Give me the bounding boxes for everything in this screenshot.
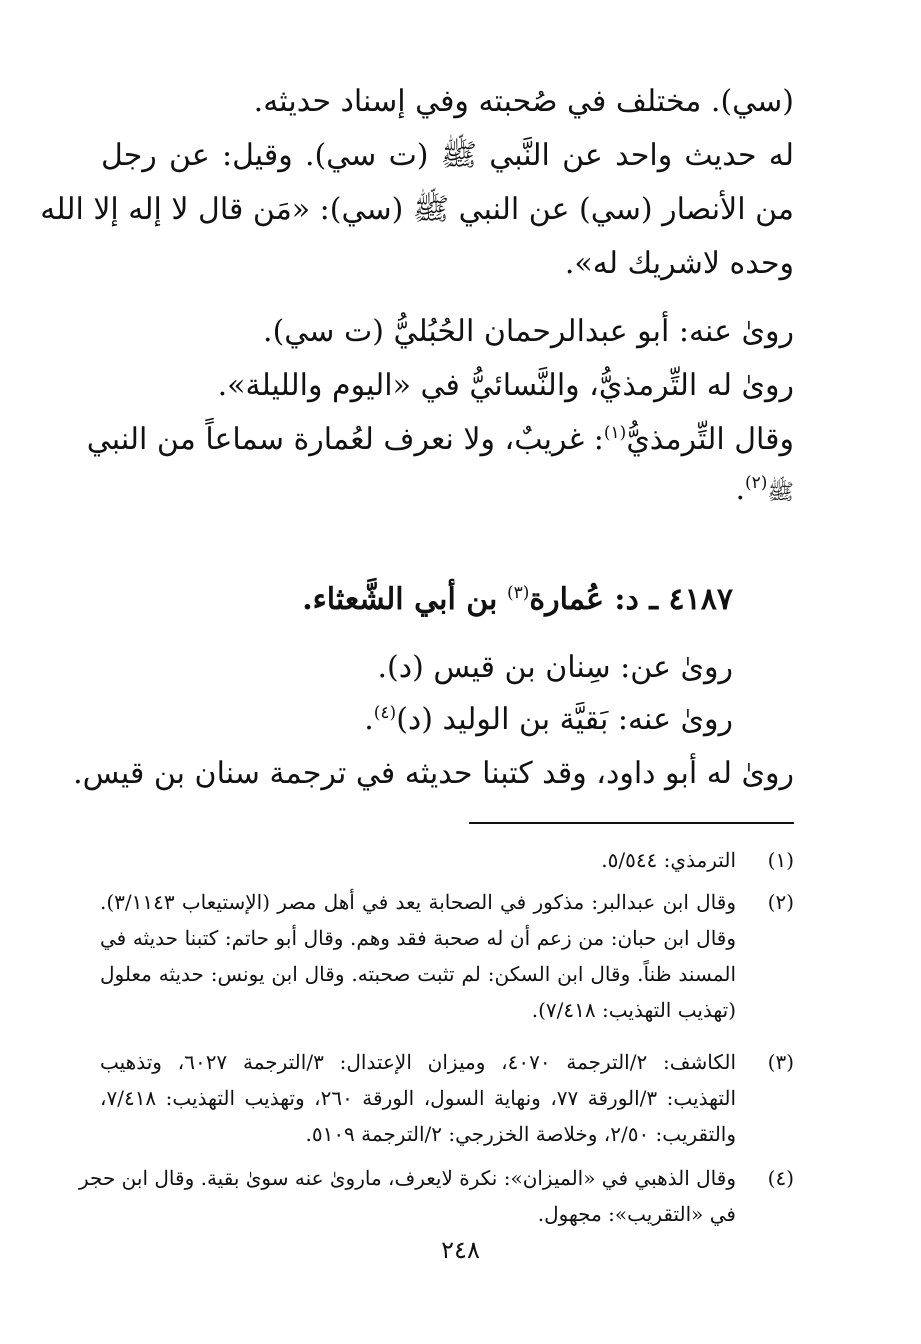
footnote-4-line-1: وقال الذهبي في «الميزان»: نكرة لايعرف، ماروىٰ عنه سوىٰ بقية. وقال ابن حجر xyxy=(79,1166,736,1190)
tirmidhi-comment: : غريبٌ، ولا نعرف لعُمارة سماعاً من النبي xyxy=(86,422,604,457)
footnote-3 xyxy=(100,1044,794,1152)
footnote-ref-4: (٤) xyxy=(373,703,397,723)
footnote-3-line-1: الكاشف: ٢/الترجمة ٤٠٧٠، وميزان الإعتدال: ٣/الترجمة ٦٠٢٧، وتذهيب xyxy=(100,1050,737,1074)
page-number: ٢٤٨ xyxy=(441,1236,480,1264)
entry-narrated-by xyxy=(364,700,733,740)
footnote-3-line-3: والتقريب: ٢/٥٠، وخلاصة الخزرجي: ٢/الترجمة ٥١٠٩. xyxy=(305,1122,736,1146)
footnote-2-line-1: وقال ابن عبدالبر: مذكور في الصحابة يعد في أهل مصر (الإستيعاب ٣/١١٤٣). xyxy=(100,890,736,914)
footnote-2 xyxy=(100,884,794,1028)
entry-narrates-from: روىٰ عن: سِنان بن قيس (د). xyxy=(377,650,733,685)
entry-heading xyxy=(302,580,733,620)
footnote-separator xyxy=(469,822,794,824)
footnote-1-number: (١) xyxy=(767,848,794,872)
tirmidhi-comment-line xyxy=(86,420,794,460)
footnote-ref-1: (١) xyxy=(603,423,627,443)
footnote-4-line-2: في «التقريب»: مجهول. xyxy=(537,1202,736,1226)
footnote-2-line-4: (تهذيب التهذيب: ٧/٤١٨). xyxy=(531,998,736,1022)
text-line-3 xyxy=(40,190,794,230)
footnote-1 xyxy=(100,842,794,878)
entry-narration-note: روىٰ له أبو داود، وقد كتبنا حديثه في ترجمة سنان بن قيس. xyxy=(73,756,794,791)
footnote-ref-3: (٣) xyxy=(506,583,530,603)
footnote-3-line-2: التهذيب: ٣/الورقة ٧٧، ونهاية السول، الورقة ٢٦٠، وتهذيب التهذيب: ٧/٤١٨، xyxy=(100,1086,736,1110)
narrated-by-line: روىٰ له التِّرمذيُّ، والنَّسائيُّ في «اليوم والليلة». xyxy=(217,368,794,403)
text-line-2 xyxy=(101,136,794,176)
entry-name-rest: بن أبي الشَّعثاء. xyxy=(302,582,498,617)
entry-narrated-by-text: روىٰ عنه: بَقيَّة بن الوليد (د) xyxy=(396,702,733,737)
footnote-1-line-1: الترمذي: ٥/٥٤٤. xyxy=(601,848,736,872)
text-line-2-content: له حديث واحد عن النَّبي ﷺ (ت سي). وقيل: عن رجل xyxy=(101,138,794,173)
footnote-3-number: (٣) xyxy=(767,1050,794,1074)
salawat-glyph: ﷺ xyxy=(767,480,794,505)
footnote-2-line-3: المسند ظناً. وقال ابن السكن: لم تثبت صحبته. وقال ابن يونس: حديثه معلول xyxy=(100,962,736,986)
salawat-line xyxy=(735,470,794,513)
entry-number-name: ٤١٨٧ ـ د: عُمارة xyxy=(529,582,733,617)
footnote-2-line-2: وقال ابن حبان: من زعم أن له صحبة فقد وهم. وقال أبو حاتم: كتبنا حديثه في xyxy=(100,926,737,950)
text-line-4: وحده لاشريك له». xyxy=(564,246,794,281)
salawat-period: . xyxy=(735,472,745,507)
text-line-3-content: من الأنصار (سي) عن النبي ﷺ (سي): «مَن قال لا إله إلا الله xyxy=(40,192,794,227)
narrators-from-line: روىٰ عنه: أبو عبدالرحمان الحُبُليُّ (ت سي). xyxy=(263,314,794,349)
footnote-4 xyxy=(79,1160,794,1232)
entry-narrated-by-period: . xyxy=(364,702,374,737)
footnote-2-number: (٢) xyxy=(767,890,794,914)
footnote-ref-2: (٢) xyxy=(745,473,768,493)
footnote-4-number: (٤) xyxy=(767,1166,794,1190)
tirmidhi-label: وقال التِّرمذيُّ xyxy=(626,422,794,457)
text-line-1: (سي). مختلف في صُحبته وفي إسناد حديثه. xyxy=(253,84,794,119)
